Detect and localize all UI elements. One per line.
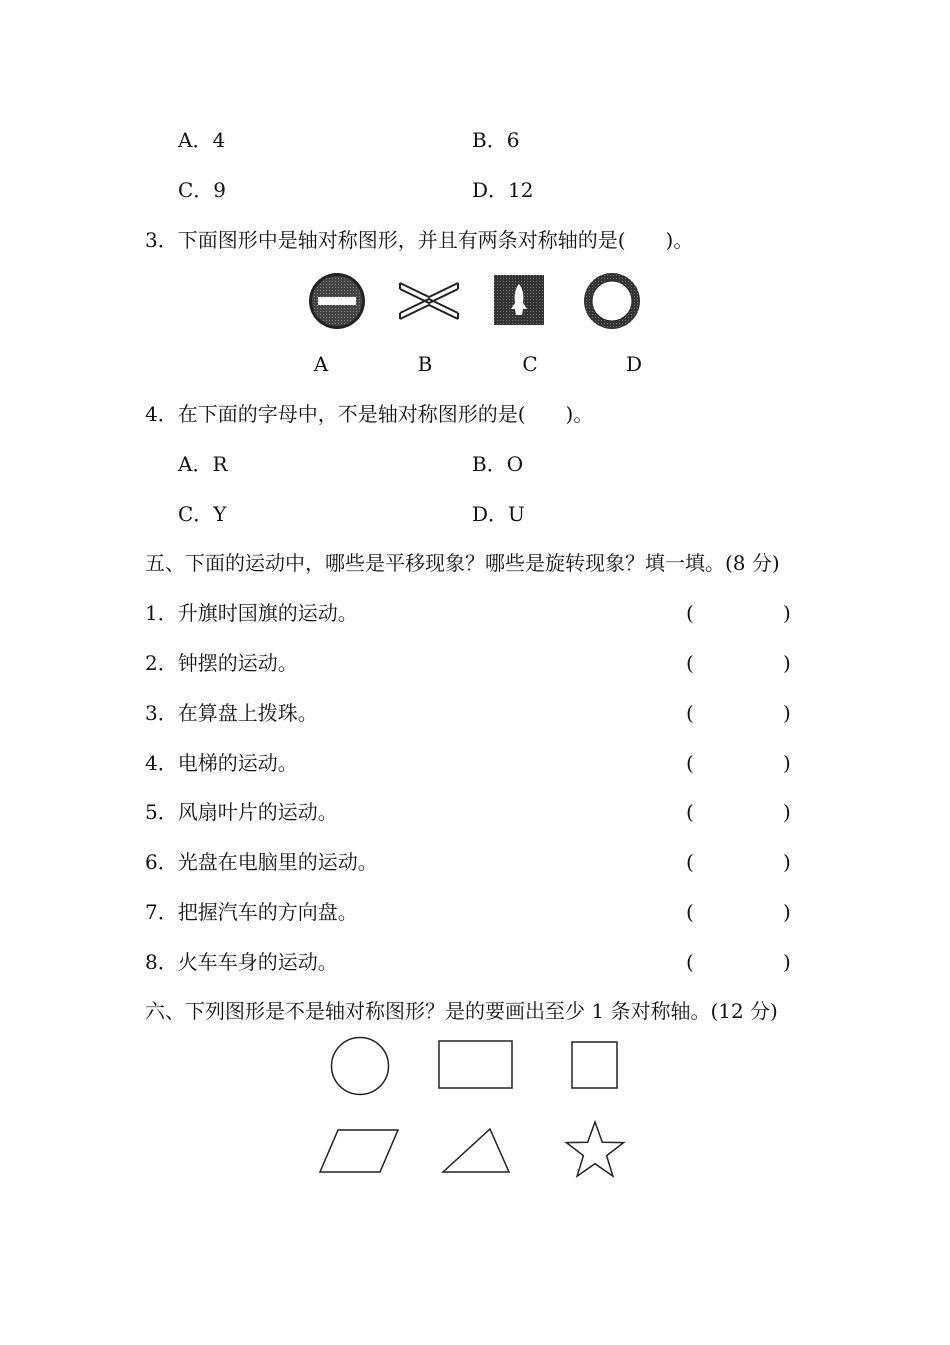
- answer-paren-open-3[interactable]: (: [686, 701, 694, 725]
- answer-paren-close-6[interactable]: ): [783, 850, 791, 874]
- square-shape[interactable]: [571, 1041, 619, 1089]
- circle-shape[interactable]: [330, 1036, 390, 1096]
- answer-paren-close-3[interactable]: ): [783, 701, 791, 725]
- crossing-chevrons-icon: [397, 279, 461, 323]
- rectangle-shape[interactable]: [438, 1040, 514, 1090]
- section5-item-2: 2．钟摆的运动。: [145, 651, 298, 675]
- rocket-square-icon: [494, 275, 544, 325]
- answer-paren-open-5[interactable]: (: [686, 800, 694, 824]
- q3-label-d[interactable]: D: [625, 352, 643, 376]
- q4-option-c[interactable]: C．Y: [178, 502, 227, 526]
- section6-heading: 六、下列图形是不是轴对称图形？是的要画出至少 1 条对称轴。(12 分): [145, 999, 778, 1023]
- star-shape[interactable]: [564, 1120, 626, 1182]
- section5-item-1: 1．升旗时国旗的运动。: [145, 601, 358, 625]
- q2-option-c[interactable]: C．9: [178, 178, 227, 202]
- answer-paren-close-5[interactable]: ): [783, 800, 791, 824]
- answer-paren-open-7[interactable]: (: [686, 900, 694, 924]
- section5-heading: 五、下面的运动中，哪些是平移现象？哪些是旋转现象？填一填。(8 分): [145, 551, 780, 575]
- answer-paren-open-2[interactable]: (: [686, 651, 694, 675]
- section5-item-5: 5．风扇叶片的运动。: [145, 800, 338, 824]
- q2-option-b[interactable]: B．6: [472, 128, 520, 152]
- answer-paren-open-6[interactable]: (: [686, 850, 694, 874]
- section5-item-3: 3．在算盘上拨珠。: [145, 701, 318, 725]
- answer-paren-open-1[interactable]: (: [686, 601, 694, 625]
- answer-paren-open-4[interactable]: (: [686, 751, 694, 775]
- q4-option-d[interactable]: D．U: [472, 502, 525, 526]
- q4-question: 4．在下面的字母中，不是轴对称图形的是( )。: [145, 402, 594, 426]
- triangle-shape[interactable]: [441, 1127, 511, 1175]
- q4-option-a[interactable]: A．R: [178, 452, 228, 476]
- answer-paren-close-8[interactable]: ): [783, 950, 791, 974]
- q2-option-a[interactable]: A．4: [178, 128, 226, 152]
- q3-question: 3．下面图形中是轴对称图形，并且有两条对称轴的是( )。: [145, 228, 694, 252]
- section5-item-7: 7．把握汽车的方向盘。: [145, 900, 358, 924]
- q3-label-b[interactable]: B: [417, 352, 433, 376]
- answer-paren-close-1[interactable]: ): [783, 601, 791, 625]
- section5-item-4: 4．电梯的运动。: [145, 751, 298, 775]
- q3-label-a[interactable]: A: [313, 352, 329, 376]
- no-entry-sign-icon: [308, 272, 366, 330]
- q4-option-b[interactable]: B．O: [472, 452, 524, 476]
- answer-paren-close-7[interactable]: ): [783, 900, 791, 924]
- q2-option-d[interactable]: D．12: [472, 178, 534, 202]
- answer-paren-close-2[interactable]: ): [783, 651, 791, 675]
- answer-paren-close-4[interactable]: ): [783, 751, 791, 775]
- ring-icon: [583, 272, 641, 330]
- q3-label-c[interactable]: C: [522, 352, 538, 376]
- section5-item-6: 6．光盘在电脑里的运动。: [145, 850, 378, 874]
- parallelogram-shape[interactable]: [318, 1128, 400, 1174]
- section5-item-8: 8．火车车身的运动。: [145, 950, 338, 974]
- answer-paren-open-8[interactable]: (: [686, 950, 694, 974]
